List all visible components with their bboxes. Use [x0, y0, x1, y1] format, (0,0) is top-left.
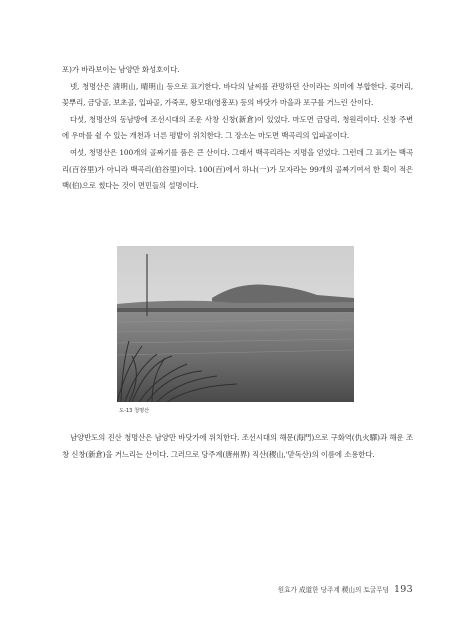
paragraph: 포)가 바라보이는 남양만 화성호이다. — [62, 65, 180, 74]
paragraph: 남양반도의 진산 청명산은 남양만 바닷가에 위치한다. 조선시대의 해문(海門)으로 구화역(仇火驛)과 해운 조창 신창(新倉)을 거느리는 산이다. 그러므로 당주계(唐州界) 직산(稷山,'맏독산)의 이름에 소용한다. — [62, 433, 413, 459]
page-footer — [278, 584, 413, 595]
running-title: 원효가 成道한 당주계 稷山의 토굴무덤 — [277, 586, 389, 594]
paragraph: 다섯, 청명산의 동남방에 조선시대의 조운 사창 신창(新倉)이 있었다. 마도면 금당리, 청원리이다. 신창 주변에 우마를 쉴 수 있는 개천과 너른 평밭이 위치한다. 그 장소는 마도면 백곡리의 입파골이다. — [62, 114, 413, 141]
landscape-photo — [117, 246, 354, 402]
body-text-bottom — [62, 430, 413, 463]
page-number: 193 — [393, 584, 413, 595]
figure-caption: 도-13 청명산 — [119, 408, 150, 414]
paragraph: 넷, 청명산은 淸明山, 晴明山 등으로 표기한다. 바다의 날씨를 관망하던 산이라는 의미에 부합한다. 곶머리, 꽃뿌리, 금당골, 보초골, 입파골, 가죽포, 왕모대(영흥포) 등의 바닷가 마을과 포구를 거느린 산이다. — [62, 81, 413, 108]
body-text-top — [62, 62, 413, 195]
paragraph: 여섯, 청명산은 100개의 골짜기를 품은 큰 산이다. 그래서 백곡리라는 지명을 얻었다. 그런데 그 표기는 백곡리(百谷里)가 아니라 백곡리(伯谷里)이다. 100(百)에서 하나(一)가 모자라는 99개의 골짜기여서 한 획이 적은 백(伯)으로 썼다는 것이 면민들의 설명이다. — [62, 147, 413, 191]
